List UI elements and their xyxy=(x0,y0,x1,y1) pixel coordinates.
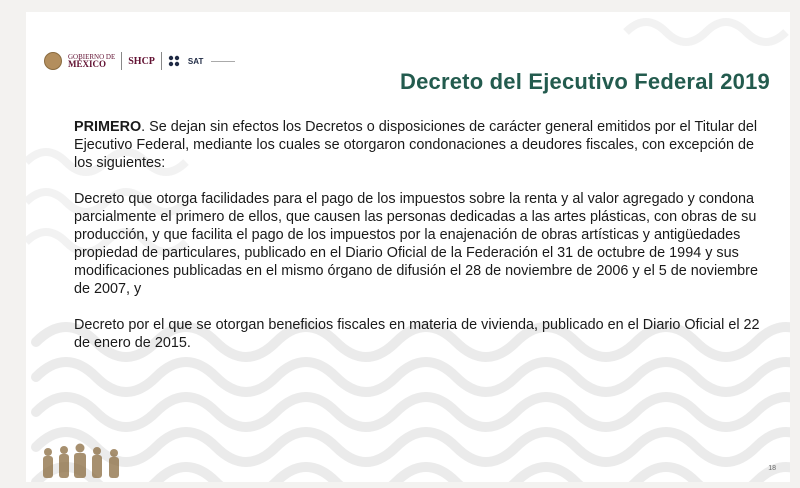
historical-figures-illustration xyxy=(40,442,132,478)
logo-gobierno-big: MÉXICO xyxy=(68,59,106,69)
header-logos xyxy=(44,52,235,70)
gobierno-de-mexico-logo xyxy=(68,54,115,68)
slide-body xyxy=(74,118,764,370)
shcp-logo-text: SHCP xyxy=(128,55,155,67)
paragraph-decreto-artes: Decreto que otorga facilidades para el pago de los impuestos sobre la renta y al valor agregado y condona parcialmente el primero de ellos, que causen las personas dedicadas a las artes plásticas, con obras de su producción, y que facilita el pago de los impuestos por la enajenación de obras artísticas y antigüedades propiedad de particulares, publicado en el Diario Oficial de la Federación el 31 de octubre de 1994 y sus modificaciones publicadas en el mismo órgano de difusión el 28 de noviembre de 2006 y el 5 de noviembre de 2007, y xyxy=(74,191,758,297)
slide xyxy=(26,12,790,482)
primero-label: PRIMERO xyxy=(74,119,142,135)
page-title: Decreto del Ejecutivo Federal 2019 xyxy=(400,69,770,94)
sat-logo-text: SAT xyxy=(187,56,204,66)
page-number: 18 xyxy=(768,465,776,472)
shcp-logo xyxy=(128,56,155,67)
sat-underline xyxy=(211,61,235,62)
paragraph-primero xyxy=(74,118,764,172)
logo-divider xyxy=(121,52,122,70)
coat-of-arms-icon xyxy=(44,52,62,70)
logo-divider xyxy=(161,52,162,70)
sat-mark-icon xyxy=(168,55,182,67)
paragraph-decreto-vivienda: Decreto por el que se otorgan beneficios fiscales en materia de vivienda, publicado en el Diario Oficial el 22 de enero de 2015. xyxy=(74,317,760,351)
logo-gobierno-small: GOBIERNO DE xyxy=(68,53,116,61)
primero-text: . Se dejan sin efectos los Decretos o disposiciones de carácter general emitidos por el Titular del Ejecutivo Federal, mediante los cuales se otorgaron condonaciones a deudores fiscales, con excepción de los siguientes: xyxy=(74,119,758,171)
